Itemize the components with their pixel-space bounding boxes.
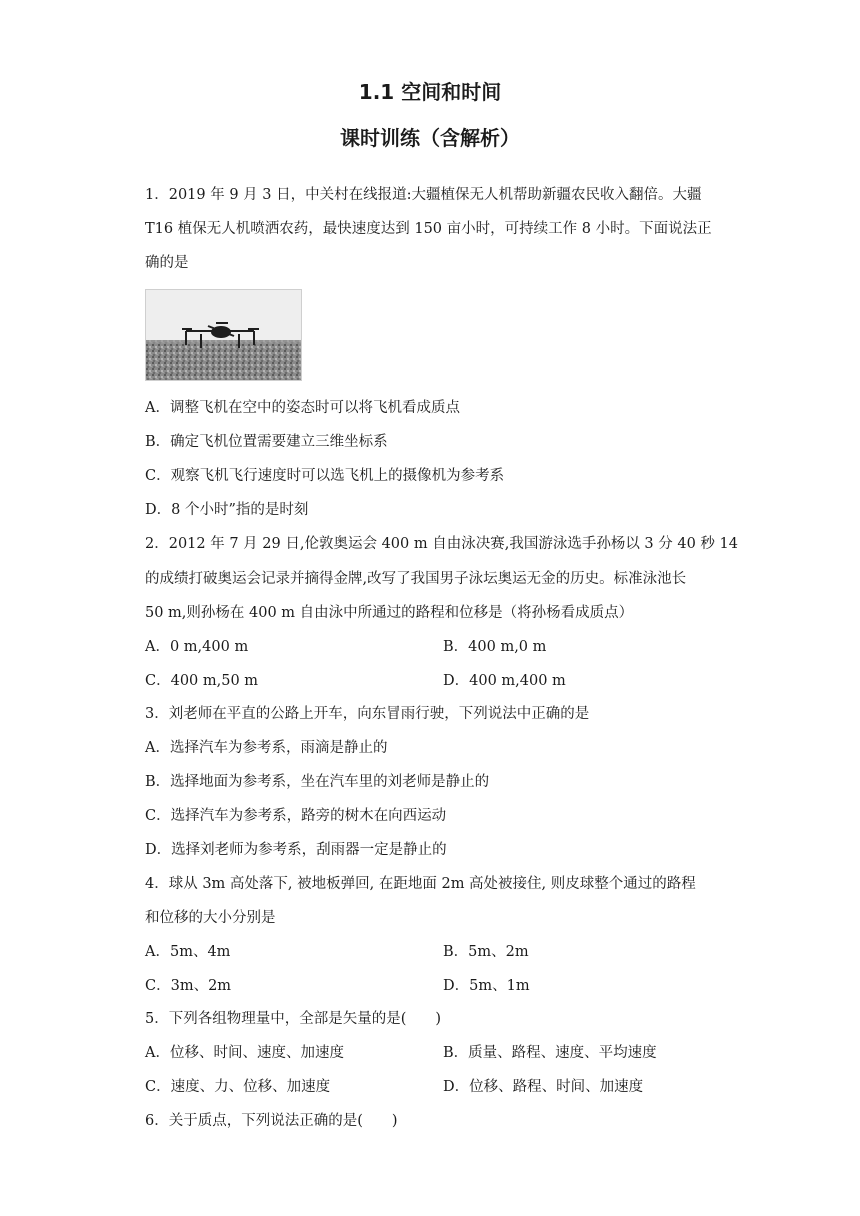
q3-option-d: D．选择刘老师为参考系，刮雨器一定是静止的 — [145, 842, 447, 858]
q4-option-b: B．5m、2m — [443, 944, 529, 960]
q1-line-3: 确的是 — [145, 255, 189, 271]
q1-option-d: D．8 个小时”指的是时刻 — [145, 502, 309, 518]
q3-line-1: 3．刘老师在平直的公路上开车，向东冒雨行驶，下列说法中正确的是 — [145, 706, 590, 722]
q1-option-b: B．确定飞机位置需要建立三维坐标系 — [145, 434, 388, 450]
q4-option-c: C．3m、2m — [145, 978, 232, 994]
q5-option-a: A．位移、时间、速度、加速度 — [145, 1045, 344, 1061]
q2-option-b: B．400 m,0 m — [443, 639, 547, 655]
page-subtitle: 课时训练（含解析） — [340, 126, 520, 150]
q1-option-a: A．调整飞机在空中的姿态时可以将飞机看成质点 — [145, 400, 460, 416]
q2-option-a: A．0 m,400 m — [145, 639, 249, 655]
q1-option-c: C．观察飞机飞行速度时可以选飞机上的摄像机为参考系 — [145, 468, 505, 484]
page-title: 1.1 空间和时间 — [358, 80, 502, 104]
q2-option-c: C．400 m,50 m — [145, 673, 259, 689]
q2-line-1: 2．2012 年 7 月 29 日,伦敦奥运会 400 m 自由泳决赛,我国游泳选手孙杨以 3 分 40 秒 14 — [145, 536, 738, 552]
q1-line-1: 1．2019 年 9 月 3 日，中关村在线报道:大疆植保无人机帮助新疆农民收入翻倍。大疆 — [145, 187, 702, 203]
q5-option-c: C．速度、力、位移、加速度 — [145, 1079, 331, 1095]
q4-line-1: 4．球从 3m 高处落下, 被地板弹回, 在距地面 2m 高处被接住, 则皮球整个通过的路程 — [145, 876, 696, 892]
q3-option-c: C．选择汽车为参考系，路旁的树木在向西运动 — [145, 808, 447, 824]
q5-option-d: D．位移、路程、时间、加速度 — [443, 1079, 644, 1095]
drone-photo — [145, 289, 302, 381]
q2-option-d: D．400 m,400 m — [443, 673, 566, 689]
q3-option-a: A．选择汽车为参考系，雨滴是静止的 — [145, 740, 388, 756]
q5-option-b: B．质量、路程、速度、平均速度 — [443, 1045, 657, 1061]
q3-option-b: B．选择地面为参考系，坐在汽车里的刘老师是静止的 — [145, 774, 490, 790]
drone-photo-icon — [146, 290, 301, 380]
q4-line-2: 和位移的大小分别是 — [145, 910, 276, 926]
q5-line-1: 5．下列各组物理量中，全部是矢量的是( ) — [145, 1011, 442, 1027]
q1-line-2: T16 植保无人机喷洒农药，最快速度达到 150 亩小时，可持续工作 8 小时。下面说法正 — [145, 221, 712, 237]
q6-line-1: 6．关于质点，下列说法正确的是( ) — [145, 1113, 398, 1129]
q4-option-d: D．5m、1m — [443, 978, 530, 994]
q2-line-3: 50 m,则孙杨在 400 m 自由泳中所通过的路程和位移是（将孙杨看成质点） — [145, 605, 634, 621]
q4-option-a: A．5m、4m — [145, 944, 231, 960]
q2-line-2: 的成绩打破奥运会记录并摘得金牌,改写了我国男子泳坛奥运无金的历史。标准泳池长 — [145, 571, 687, 587]
